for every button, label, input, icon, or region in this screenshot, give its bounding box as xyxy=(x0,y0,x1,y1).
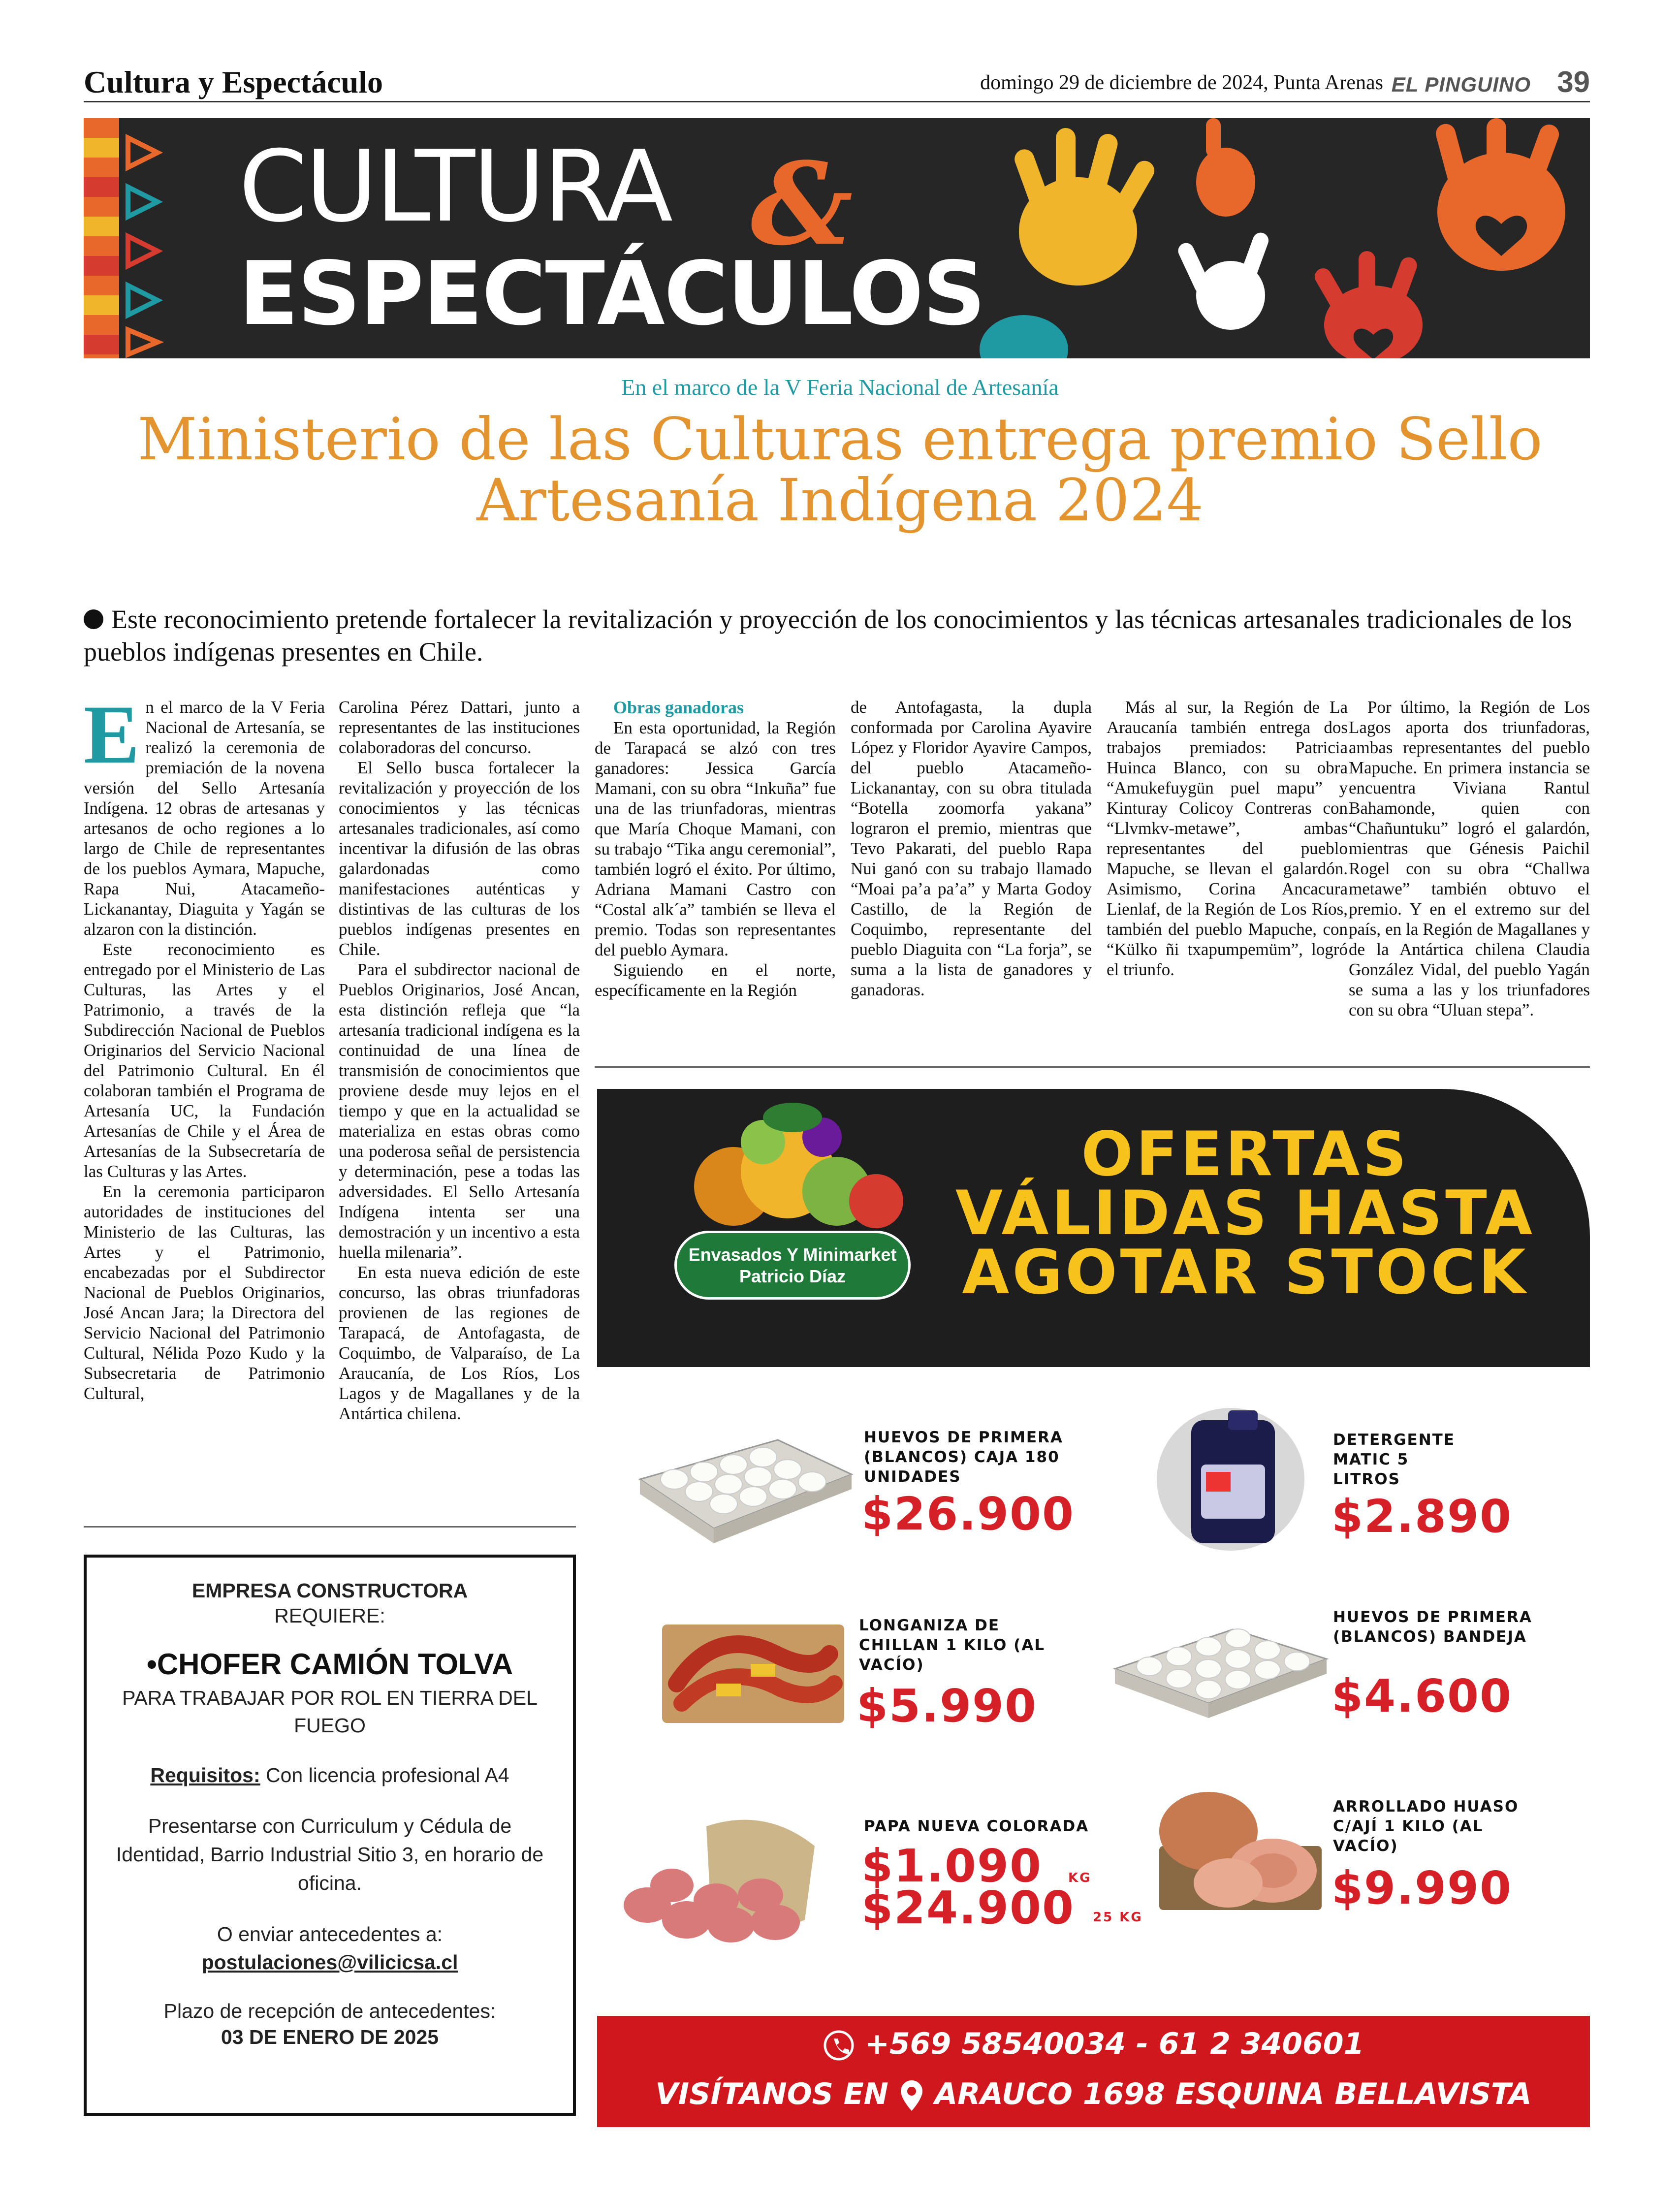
paper-name: EL PINGUINO xyxy=(1391,73,1531,96)
paragraph: El Sello busca fortalecer la revitalización y proyección de los conocimientos y las técnicas artesanales tradicionales, así como incentivar la difusión de las obras galardonadas como manifestaciones auténticas y distintivas de las culturas de los pueblos indígenas presentes en Chile. xyxy=(339,758,580,959)
paragraph: En esta nueva edición de este concurso, las obras triunfadoras provienen de las regiones de Tarapacá, de Antofagasta, de Coquimbo, de Valparaíso, de La Araucanía, de Los Ríos, Los Lagos y de Magallanes y de la Antártica chilena. xyxy=(339,1263,580,1423)
ad-contact-footer xyxy=(597,2016,1590,2127)
triangle-pattern-icon xyxy=(123,118,182,358)
job-detail: PARA TRABAJAR POR ROL EN TIERRA DEL FUEGO xyxy=(122,1687,538,1737)
detergent-bottle-icon xyxy=(1154,1405,1307,1553)
product-name-eggs-tray: HUEVOS DE PRIMERA (BLANCOS) BANDEJA xyxy=(1333,1608,1532,1646)
article-column-1 xyxy=(84,688,325,1403)
egg-crate-icon xyxy=(630,1420,856,1548)
article-end-rule xyxy=(595,1066,1590,1068)
job-send-label: O enviar antecedentes a: xyxy=(217,1923,443,1945)
requirements-text: Con licencia profesional A4 xyxy=(260,1764,509,1786)
unit-kg: KG xyxy=(1068,1871,1092,1885)
paragraph: Para el subdirector nacional de Pueblos Originarios, José Ancan, esta distinción refleja que “la artesanía tradicional indígena es la continuidad de una línea de transmisión de conocimientos que proviene desde muy lejos en el tiempo y que en la actualidad se materializa en estas obras como una poderosa señal de persistencia y determinación, pese a todas las adversidades. El Sello Artesanía Indígena intenta ser una demostración y un incentivo a esta huella milenaria”. xyxy=(339,960,580,1262)
product-price-potatoes-kg: $1.090 xyxy=(861,1840,1043,1892)
paragraph: Más al sur, la Región de La Araucanía también entrega dos trabajos premiados: Patricia Huinca Blanco, con su obra “Amukefuygün puel mapu” y Kinturay Colicoy Contreras con “Llvmkv-metawe”, ambas representantes del pueblo Mapuche, se llevan el galardón. Asimismo, Corina Ancacura Lienlaf, de la Región de Los Ríos, también del pueblo Mapuche, con “Külko ñi txapumpemüm”, logró el triunfo. xyxy=(1107,698,1348,979)
product-price-longaniza: $5.990 xyxy=(856,1680,1038,1732)
job-deadline-label: Plazo de recepción de antecedentes: xyxy=(163,2000,496,2022)
job-email-link[interactable]: postulaciones@vilicicsa.cl xyxy=(201,1951,458,1974)
store-logo-line1: Envasados Y Minimarket xyxy=(688,1244,897,1265)
product-name-arrollado: ARROLLADO HUASO C/AJÍ 1 KILO (AL VACÍO) xyxy=(1333,1798,1519,1855)
requirements-label: Requisitos: xyxy=(150,1764,260,1786)
article-headline: Ministerio de las Culturas entrega premio Sello Artesanía Indígena 2024 xyxy=(137,405,1543,534)
unit-25kg: 25 KG xyxy=(1093,1910,1143,1925)
job-requires: REQUIERE: xyxy=(274,1604,385,1627)
product-price-arrollado: $9.990 xyxy=(1331,1862,1513,1914)
subhead-text: Este reconocimiento pretende fortalecer la revitalización y proyección de los conocimientos y las técnicas artesanales tradicionales de los pueblos indígenas presentes en Chile. xyxy=(84,605,1572,667)
job-company: EMPRESA CONSTRUCTORA xyxy=(191,1579,468,1602)
visit-label: VISÍTANOS EN xyxy=(655,2077,888,2111)
phone-icon xyxy=(823,2030,855,2061)
painted-hands-icon xyxy=(970,118,1590,358)
article-column-3 xyxy=(595,697,836,1000)
product-name-detergent: DETERGENTE MATIC 5 LITROS xyxy=(1333,1431,1455,1488)
article-subhead xyxy=(84,603,1595,668)
job-position: •CHOFER CAMIÓN TOLVA xyxy=(146,1648,513,1681)
article-column-6 xyxy=(1349,697,1590,1020)
paragraph: Por último, la Región de Los Lagos aporta dos triunfadoras, ambas representantes del pueblo Mapuche. En primera instancia se encuentra Viviana Rantul Bahamonde, quien con “Chañuntuku” logró el galardón, mientras que Génesis Paichil Rogel con su obra “Challwa metawe” también obtuvo el premio. Y en el extremo sur del país, en la Región de Magallanes y de la Antártica chilena Claudia González Vidal, del pueblo Yagán se suma a las y los triunfadores con su obra “Uluan stepa”. xyxy=(1349,698,1590,1019)
store-address: ARAUCO 1698 ESQUINA BELLAVISTA xyxy=(934,2077,1532,2111)
egg-tray-icon xyxy=(1110,1605,1331,1723)
product-price-eggs-crate: $26.900 xyxy=(861,1488,1075,1540)
fruit-basket-icon xyxy=(674,1098,911,1245)
product-name-potatoes: PAPA NUEVA COLORADA xyxy=(864,1817,1089,1835)
ad-phone-numbers[interactable]: +569 58540034 - 61 2 340601 xyxy=(864,2027,1364,2061)
job-deadline-date: 03 DE ENERO DE 2025 xyxy=(221,2026,439,2048)
section-name: Cultura y Espectáculo xyxy=(84,64,383,99)
product-name-eggs-crate: HUEVOS DE PRIMERA (BLANCOS) CAJA 180 UNIDADES xyxy=(864,1429,1063,1486)
job-present-instructions: Presentarse con Curriculum y Cédula de Identidad, Barrio Industrial Sitio 3, en horario de oficina. xyxy=(116,1815,544,1894)
paragraph: En esta oportunidad, la Región de Tarapacá se alzó con tres ganadores: Jessica García Mamani, con su obra “Inkuña” fue una de las triunfadoras, mientras que María Choque Mamani, con su trabajo “Tika angu ceremonial”, también logró el éxito. Por último, Adriana Mamani Castro con “Costal alk´a” también se lleva el premio. Todas son representantes del pueblo Aymara. xyxy=(595,718,836,959)
bullet-icon xyxy=(84,609,103,629)
ad-address-line xyxy=(597,2077,1590,2112)
article-column-4 xyxy=(851,697,1092,1000)
location-pin-icon xyxy=(899,2079,924,2112)
paragraph: de Antofagasta, la dupla conformada por Carolina Ayavire López y Floridor Ayavire Campos, del pueblo Atacameño-Lickanantay, con su obra titulada “Botella zoomorfa yakana” lograron el premio, mientras que Tevo Pakarati, del pueblo Rapa Nui ganó con su trabajo llamado “Moai pa’a pa’a” y Marta Godoy Castillo, de la Región de Coquimbo, representante del pueblo Diaguita con “La forja”, se suma a la lista de ganadores y ganadoras. xyxy=(851,698,1092,999)
sausage-icon xyxy=(657,1610,849,1728)
paragraph: En la ceremonia participaron autoridades de instituciones del Ministerio de las Culturas, las Artes y el Patrimonio, encabezadas por el Subdirector Nacional de Pueblos Originarios, José Ancan Jara; la Directora del Servicio Nacional del Patrimonio Cultural, Nélida Pozo Kudo y la Subsecretaria de Patrimonio Cultural, xyxy=(84,1182,325,1403)
arrollado-meat-icon xyxy=(1149,1787,1331,1915)
banner-word-cultura: CULTURA xyxy=(239,129,671,244)
article-column-5 xyxy=(1107,697,1348,980)
store-logo xyxy=(674,1231,911,1300)
potato-sack-icon xyxy=(618,1797,834,1944)
issue-date: domingo 29 de diciembre de 2024, Punta Arenas xyxy=(980,71,1383,94)
product-price-detergent: $2.890 xyxy=(1331,1490,1513,1543)
article-column-2 xyxy=(339,697,580,1424)
job-advertisement xyxy=(84,1555,576,2116)
job-requirements xyxy=(87,1764,573,1787)
product-name-longaniza: LONGANIZA DE CHILLAN 1 KILO (AL VACÍO) xyxy=(859,1617,1046,1674)
paragraph: Siguiendo en el norte, específicamente en la Región xyxy=(595,960,836,1000)
drop-cap: E xyxy=(84,688,140,781)
column-divider xyxy=(84,1526,576,1528)
section-banner xyxy=(84,118,1590,358)
paragraph: n el marco de la V Feria Nacional de Artesanía, se realizó la ceremonia de premiación de la novena versión del Sello Artesanía Indígena. 12 obras de artesanas y artesanos de ocho regiones a lo largo de Chile de representantes de los pueblos Aymara, Mapuche, Rapa Nui, Atacameño-Lickanantay, Diaguita y Yagán se alzaron con la distinción. xyxy=(84,698,325,939)
banner-ampersand: & xyxy=(751,138,853,271)
banner-word-espectaculos: ESPECTÁCULOS xyxy=(239,243,985,345)
product-price-eggs-tray: $4.600 xyxy=(1331,1670,1513,1722)
page-number: 39 xyxy=(1557,65,1590,98)
paragraph: Carolina Pérez Dattari, junto a representantes de las instituciones colaboradoras del concurso. xyxy=(339,698,580,757)
paragraph: Este reconocimiento es entregado por el Ministerio de Las Culturas, las Artes y el Patrimonio, a través de la Subdirección Nacional de Pueblos Originarios del Servicio Nacional del Patrimonio Cultural. En él colaboran también el Programa de Artesanía UC, la Fundación Artesanías de Chile y el Área de Artesanías de la Subsecretaría de las Culturas y las Artes. xyxy=(84,940,325,1181)
article-kicker: En el marco de la V Feria Nacional de Artesanía xyxy=(621,375,1059,400)
banner-color-strip xyxy=(84,118,119,358)
product-price-potatoes-25kg: $24.900 xyxy=(861,1881,1075,1934)
ad-title: OFERTAS VÁLIDAS HASTA AGOTAR STOCK xyxy=(955,1119,1535,1308)
store-logo-line2: Patricio Díaz xyxy=(739,1266,846,1286)
ad-phone-line xyxy=(597,2027,1590,2061)
running-header xyxy=(84,63,1590,102)
section-subtitle: Obras ganadoras xyxy=(613,698,744,717)
